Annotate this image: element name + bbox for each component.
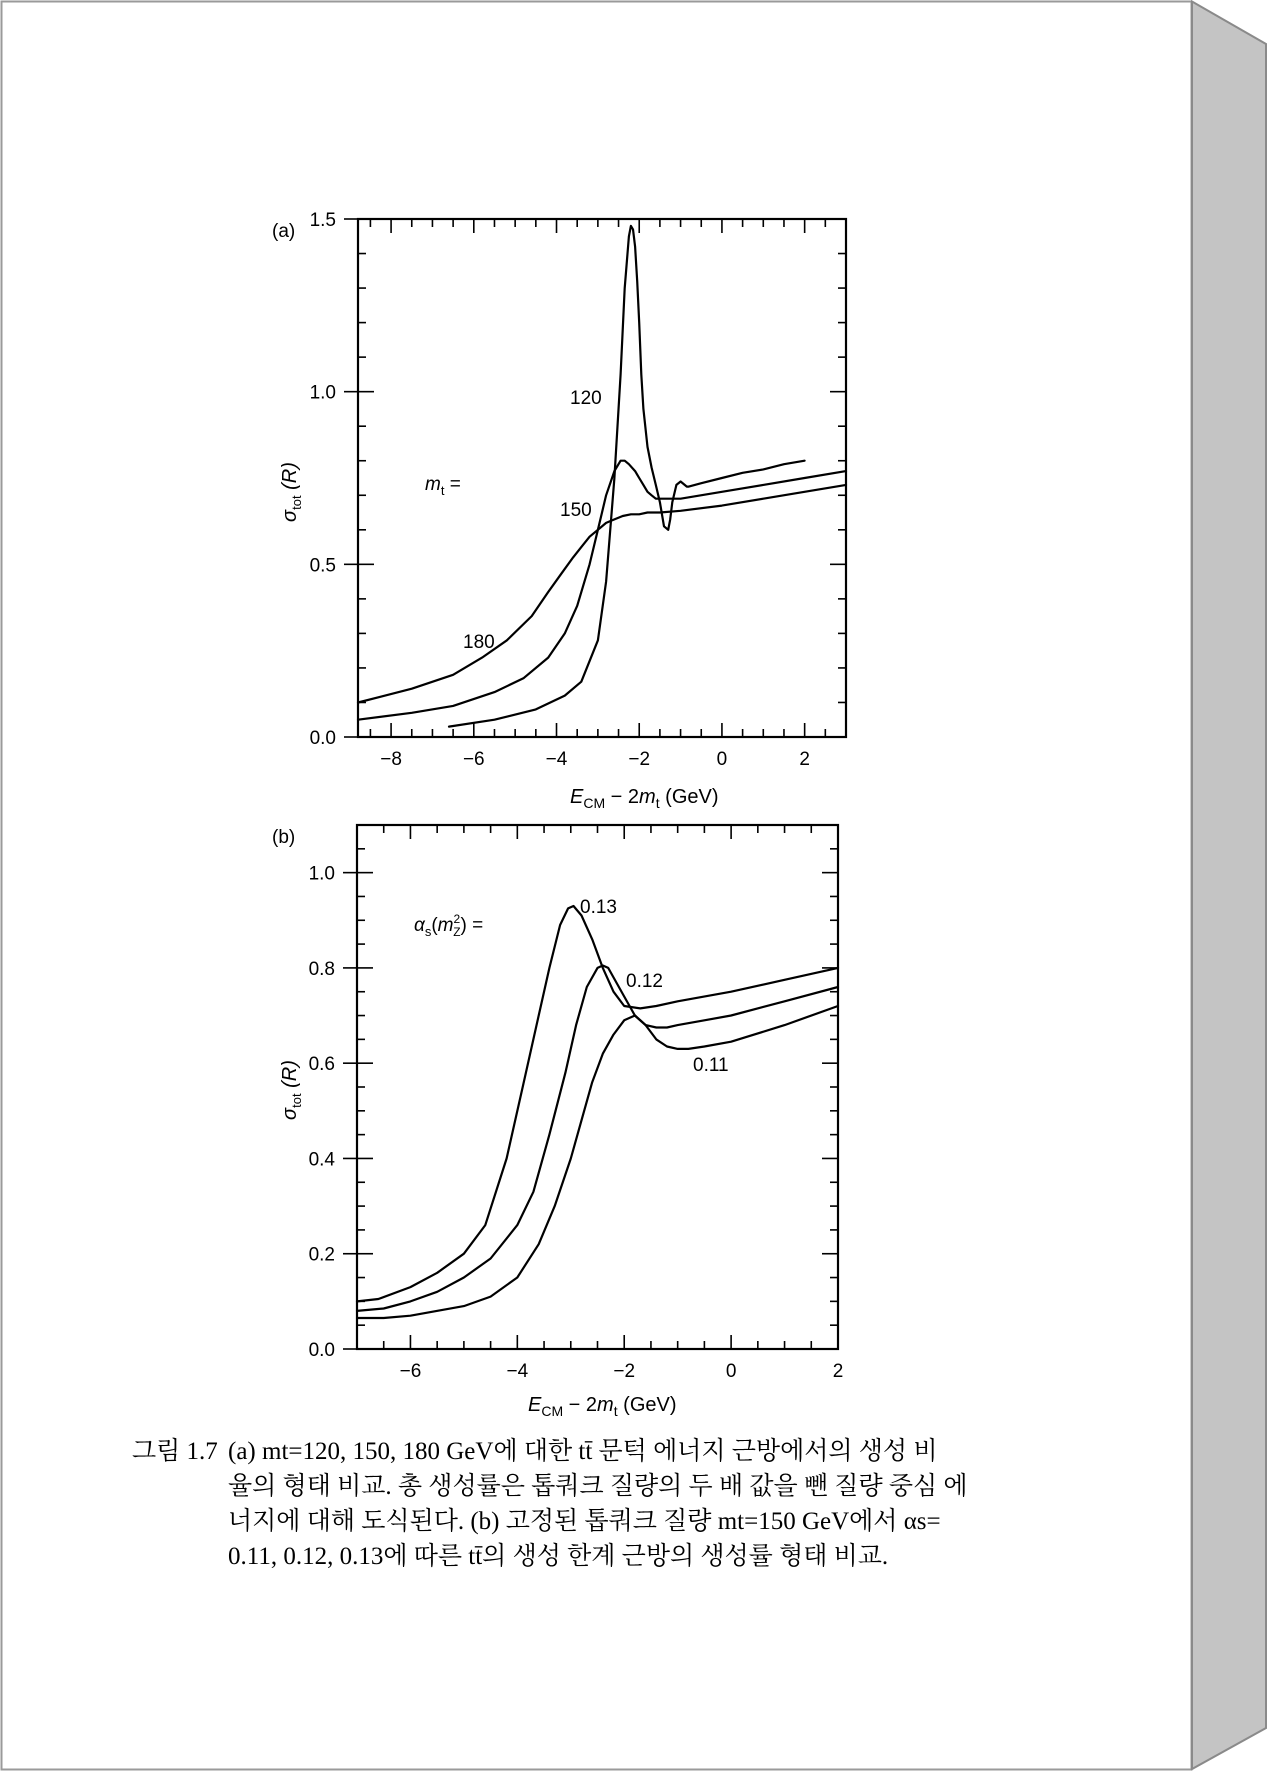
y-tick-label: 0.4: [308, 1149, 335, 1171]
y-axis-label-sigma: σ: [279, 1107, 301, 1120]
y-tick-label: 1.5: [309, 210, 336, 231]
series-curve-0_12: [357, 966, 838, 1311]
caption-line-2: 율의 형태 비교. 총 생성률은 톱쿼크 질량의 두 배 값을 뺀 질량 중심 에: [228, 1473, 968, 1500]
series-label-0_13: 0.13: [580, 897, 617, 918]
caption-line-3: 너지에 대해 도식된다. (b) 고정된 톱쿼크 질량 mt=150 GeV에서 αs=: [228, 1508, 941, 1535]
chart-panel-a: [272, 210, 846, 811]
caption-line-1: [132, 1434, 1012, 1469]
y-tick-label: 0.8: [308, 958, 335, 980]
x-axis-label-msub: t: [655, 795, 660, 811]
x-tick-label: 0: [716, 749, 728, 770]
legend-m: m: [437, 915, 454, 936]
x-tick-label: −2: [628, 749, 651, 770]
legend-eq: =: [444, 474, 461, 495]
legend-m: m: [425, 474, 441, 495]
caption-text-1: (a) mt=120, 150, 180 GeV에 대한 tt̄ 문턱 에너지 근방에서의 생성 비: [228, 1438, 938, 1465]
legend-prefix: [414, 912, 483, 939]
x-tick-label: −4: [506, 1361, 529, 1382]
panel-label: (b): [272, 827, 296, 848]
series-label-180: 180: [463, 632, 495, 653]
series-label-0_12: 0.12: [626, 971, 663, 992]
x-axis-label-unit: (GeV): [659, 786, 719, 808]
series-curve-0_11: [357, 1006, 838, 1318]
y-axis-label: [279, 462, 304, 522]
y-axis-label-sub: tot: [289, 1093, 304, 1108]
series-label-120: 120: [570, 388, 602, 409]
chart-panel-b: [272, 825, 843, 1419]
x-axis-label-unit: (GeV): [617, 1394, 677, 1416]
legend-alpha: α: [414, 915, 425, 936]
panel-label: (a): [272, 221, 296, 242]
figure-caption: [132, 1434, 1012, 1574]
legend-m-sub: Z: [453, 925, 461, 939]
legend-m-sub: t: [440, 483, 445, 498]
y-axis-label-unit: (R): [279, 1060, 301, 1094]
x-axis-label-msub: t: [613, 1403, 618, 1419]
series-label-150: 150: [560, 500, 592, 521]
x-tick-label: −6: [399, 1361, 422, 1382]
y-tick-label: 0.0: [309, 728, 336, 749]
x-axis-label-sub: CM: [541, 1403, 564, 1419]
y-axis-label: [279, 1060, 304, 1120]
y-axis-label-sub: tot: [289, 495, 304, 510]
legend-alpha-sub: s: [424, 924, 432, 939]
caption-label: 그림 1.7: [132, 1438, 218, 1465]
legend-m-sup: 2: [453, 912, 461, 926]
x-axis-label: [570, 786, 719, 811]
legend-open: (: [431, 915, 438, 936]
legend-close: ) =: [460, 915, 484, 936]
series-curve-0_13: [357, 906, 838, 1301]
series-label-0_11: 0.11: [693, 1055, 729, 1076]
x-axis-label-mid: − 2: [605, 786, 640, 808]
y-tick-label: 1.0: [309, 382, 336, 404]
x-axis-label-e: E: [528, 1394, 542, 1416]
y-axis-label-sigma: σ: [279, 509, 301, 522]
x-tick-label: 2: [832, 1361, 844, 1382]
x-tick-label: 2: [799, 749, 810, 770]
x-axis-label-m: m: [639, 786, 656, 808]
y-tick-label: 1.0: [308, 863, 335, 885]
x-axis-label: [528, 1394, 677, 1419]
series-curve-150: [358, 461, 846, 720]
series-curve-120: [449, 226, 805, 727]
y-axis-label-unit: (R): [279, 462, 301, 496]
y-tick-label: 0.0: [308, 1340, 335, 1361]
x-tick-label: −4: [545, 749, 568, 770]
x-axis-label-sub: CM: [583, 795, 606, 811]
x-tick-label: −8: [380, 749, 402, 770]
legend-prefix: [425, 474, 461, 498]
x-axis-label-m: m: [597, 1394, 614, 1416]
y-tick-label: 0.6: [308, 1054, 335, 1076]
y-tick-label: 0.5: [309, 555, 336, 577]
x-tick-label: −2: [613, 1361, 636, 1382]
x-tick-label: −6: [462, 749, 485, 770]
x-axis-label-e: E: [570, 786, 584, 808]
y-tick-label: 0.2: [308, 1244, 335, 1266]
x-tick-label: 0: [725, 1361, 737, 1382]
x-axis-label-mid: − 2: [563, 1394, 598, 1416]
caption-line-4: 0.11, 0.12, 0.13에 따른 tt̄의 생성 한계 근방의 생성률 형태 비교.: [228, 1543, 889, 1570]
series-curve-180: [358, 485, 846, 703]
